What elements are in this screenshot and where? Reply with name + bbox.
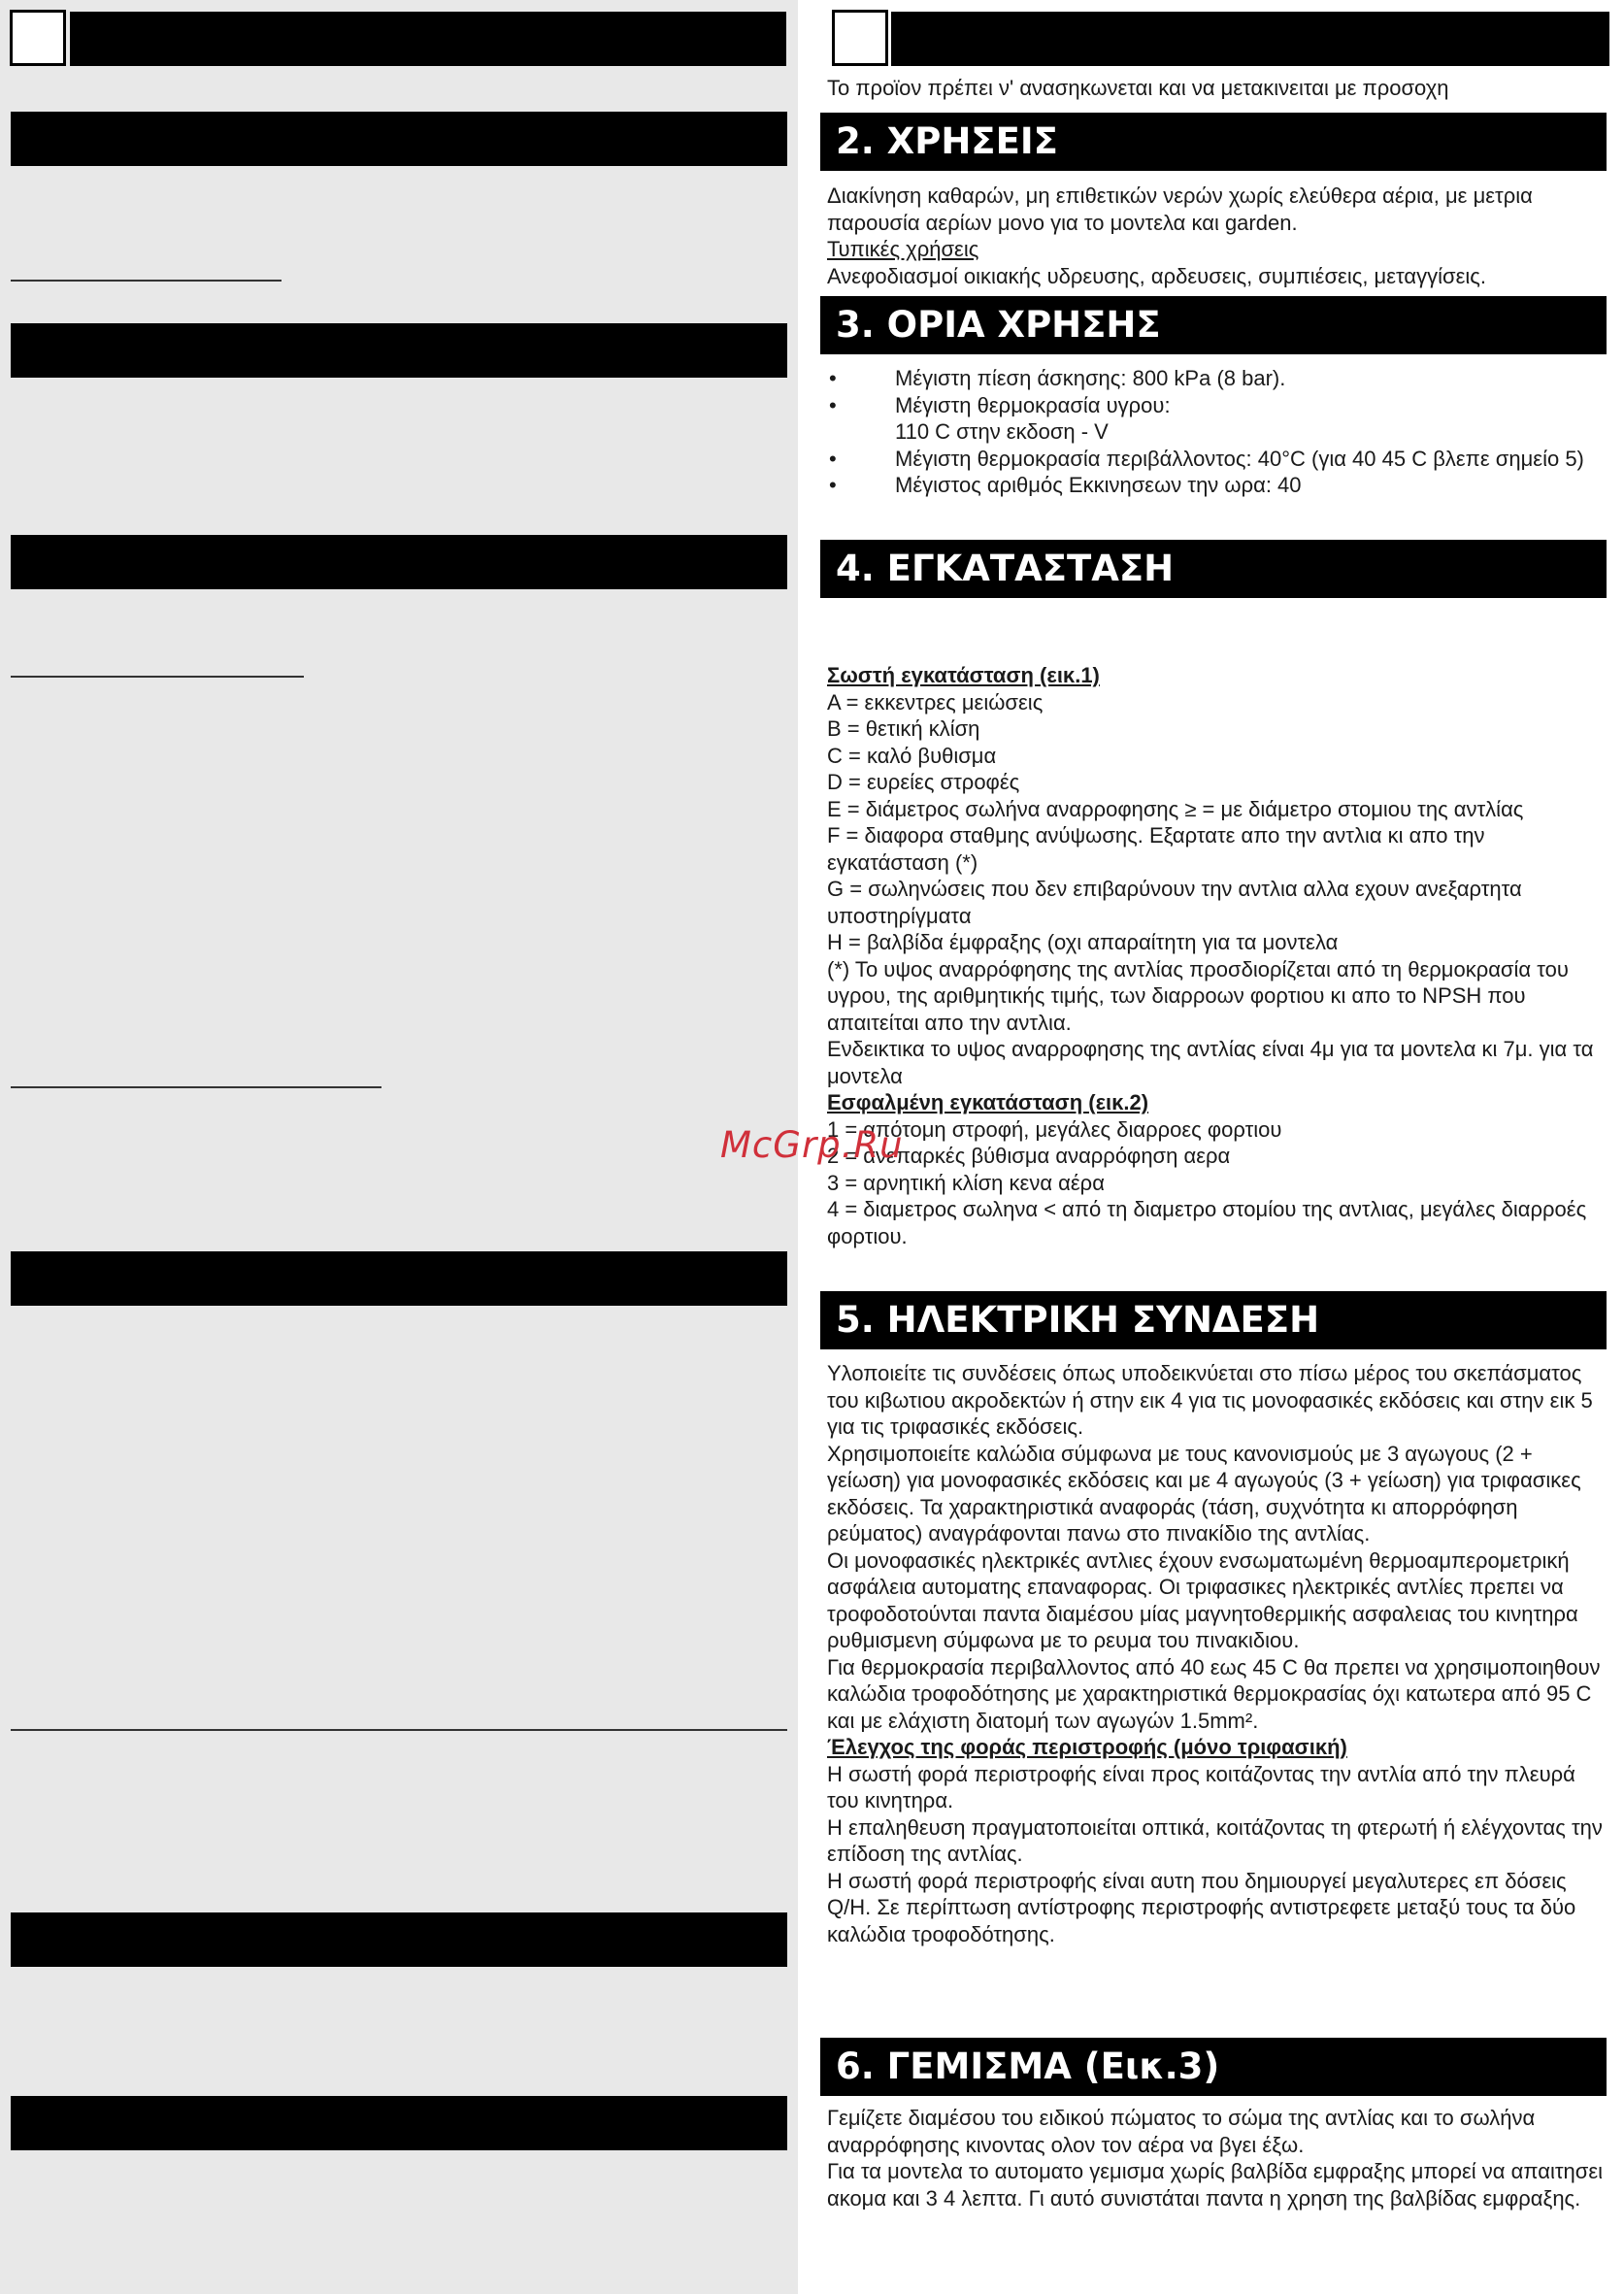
right-header-bar <box>891 12 1609 66</box>
install-note: Ενδεικτικα το υψος αναρροφησης της αντλίας είναι 4μ για τα μοντελα κι 7μ. για τα μοντελα <box>827 1037 1594 1088</box>
left-header-bar <box>70 12 786 66</box>
limit-item: • Μέγιστη πίεση άσκησης: 800 kPa (8 bar). <box>827 365 1604 392</box>
intro-text: Το προϊον πρέπει ν' ανασηκωνεται και να μετακινειται με προσοχη <box>827 76 1449 100</box>
left-rule-2 <box>11 676 304 678</box>
left-rule-3 <box>11 1086 381 1088</box>
electrical-paragraph: Οι μονοφασικές ηλεκτρικές αντλιες έχουν ενσωματωμένη θερμοαμπερομετρική ασφάλεια αυτοματης επαναφορας. Οι τριφασικες ηλεκτρικές αντλίες πρεπει να τροφοδοτούνται παντα διαμέσου μίας μαγνητοθερμικής ασφαλειας του κινητηρα ρυθμισμενη σύμφωνα με το ρευμα του πινακιδιου. <box>827 1547 1578 1652</box>
section-3-body <box>827 365 1604 499</box>
left-section-bar-5 <box>11 1912 787 1967</box>
wrong-install-line: 3 = αρνητική κλίση κενα αέρα <box>827 1170 1105 1195</box>
rotation-paragraph: Η επαληθευση πραγματοποιείται οπτικά, κοιτάζοντας τη φτερωτή ή ελέγχοντας την επίδοση της αντλίας. <box>827 1814 1603 1866</box>
left-rule-4 <box>11 1729 787 1731</box>
correct-installation-subheading: Σωστή εγκατάσταση (εικ.1) <box>827 663 1100 687</box>
install-line: A = εκκεντρες μειώσεις <box>827 689 1044 715</box>
wrong-install-line: 1 = απότομη στροφή, μεγάλες διαρροες φορτιου <box>827 1116 1282 1142</box>
electrical-paragraph: Χρησιμοποιείτε καλώδια σύμφωνα με τους κανονισμούς με 3 αγωγους (2 + γείωση) για μονοφασικές εκδόσεις και με 4 αγωγούς (3 + γείωση) για τριφασικες εκδόσεις. Τα χαρακτηριστικά αναφοράς (τάση, συχνότητα κι απορρόφηση ρεύματος) αναγράφονται πανω στο πινακίδιο της αντλίας. <box>827 1441 1581 1546</box>
section-2-paragraph: Διακίνηση καθαρών, μη επιθετικών νερών χωρίς ελεύθερα αέρια, με μετρια παρουσία αερίων μονο για το μοντελα και garden. <box>827 183 1533 235</box>
section-6-body <box>827 2105 1604 2211</box>
section-4-body <box>827 662 1604 1249</box>
electrical-paragraph: Για θερμοκρασία περιβαλλοντος από 40 εως 45 C θα πρεπει να χρησιμοποιηθουν καλώδια τροφοδότησης με χαρακτηριστικά θερμοκρασίας όχι κατωτερα από 95 C και με ελάχιστη διατομή των αγωγών 1.5mm². <box>827 1654 1601 1733</box>
wrong-installation-subheading: Εσφαλμένη εγκατάσταση (εικ.2) <box>827 1090 1149 1114</box>
install-line: H = βαλβίδα έμφραξης (οχι απαραίτητη για τα μοντελα <box>827 930 1339 954</box>
rotation-check-subheading: Έλεγχος της φοράς περιστροφής (μόνο τριφασική) <box>827 1735 1347 1759</box>
limit-item: • Μέγιστος αριθμός Εκκινησεων την ωρα: 40 <box>827 472 1604 499</box>
section-2-paragraph-2: Ανεφοδιασμοί οικιακής υδρευσης, αρδευσεις, συμπιέσεις, μεταγγίσεις. <box>827 263 1487 288</box>
section-6-heading: 6. ΓΕΜΙΣΜΑ (Εικ.3) <box>820 2038 1607 2096</box>
install-line: G = σωληνώσεις που δεν επιβαρύνουν την αντλια αλλα εχουν ανεξαρτητα υποστηρίγματα <box>827 877 1522 928</box>
install-line: F = διαφορα σταθμης ανύψωσης. Εξαρτατε απο την αντλια κι απο την εγκατάσταση (*) <box>827 823 1485 875</box>
section-2-heading: 2. ΧΡΗΣΕΙΣ <box>820 113 1607 171</box>
install-line: D = ευρείες στροφές <box>827 770 1020 794</box>
limit-item: • Μέγιστη θερμοκρασία περιβάλλοντος: 40°C (για 40 45 C βλεπε σημείο 5) <box>827 446 1604 473</box>
left-section-bar-6 <box>11 2096 787 2150</box>
left-section-bar-2 <box>11 323 787 378</box>
section-2-subheading: Τυπικές χρήσεις <box>827 237 979 261</box>
filling-paragraph: Γεμίζετε διαμέσου του ειδικού πώματος το σώμα της αντλίας και το σωλήνα αναρρόφησης κινοντας ολον τον αέρα να βγει έξω. <box>827 2106 1536 2157</box>
section-2-body <box>827 183 1604 289</box>
left-section-bar-4 <box>11 1251 787 1306</box>
left-page-number-box <box>10 10 66 66</box>
section-5-heading: 5. ΗΛΕΚΤΡΙΚΗ ΣΥΝΔΕΣΗ <box>820 1291 1607 1349</box>
install-note: (*) Το υψος αναρρόφησης της αντλίας προσδιορίζεται από τη θερμοκρασία του υγρου, της αριθμητικής τιμής, των διαρροων φορτιου κι απο το NPSH που απαιτείται απο την αντλια. <box>827 956 1569 1035</box>
watermark-text: McGrp.Ru <box>720 1124 904 1166</box>
wrong-install-line: 4 = διαμετρος σωληνα < από τη διαμετρο στομίου της αντλιας, μεγάλες διαρροές φορτιου. <box>827 1197 1587 1248</box>
wrong-install-line: 2 = ανεπαρκές βύθισμα αναρρόφηση αερα <box>827 1144 1231 1168</box>
left-section-bar-3 <box>11 535 787 589</box>
install-line: E = διάμετρος σωλήνα αναρροφησης ≥ = με διάμετρο στομιου της αντλίας <box>827 796 1524 821</box>
electrical-paragraph: Υλοποιείτε τις συνδέσεις όπως υποδεικνύεται στο πίσω μέρος του σκεπάσματος του κιβωτιου ακροδεκτών ή στην εικ 4 για τις μονοφασικές εκδόσεις και στην εικ 5 για τις τριφασικές εκδόσεις. <box>827 1361 1593 1439</box>
section-4-heading: 4. ΕΓΚΑΤΑΣΤΑΣΗ <box>820 540 1607 598</box>
rotation-paragraph: Η σωστή φορά περιστροφής είναι προς κοιτάζοντας την αντλία από την πλευρά του κινητηρα. <box>827 1761 1575 1812</box>
rotation-paragraph: Η σωστή φορά περιστροφής είναι αυτη που δημιουργεί μεγαλυτερες επ δόσεις Q/H. Σε περίπτωση αντίστροφης περιστροφής αντιστρεφετε μεταξύ τους τα δύο καλώδια τροφοδότησης. <box>827 1868 1576 1946</box>
section-5-body <box>827 1360 1604 1947</box>
left-section-bar-1 <box>11 112 787 166</box>
install-line: C = καλό βυθισμα <box>827 743 997 768</box>
limit-item: • Μέγιστη θερμοκρασία υγρου: 110 C στην εκδοση - V <box>827 392 1604 446</box>
left-rule-1 <box>11 280 282 282</box>
right-page-number-box <box>832 10 888 66</box>
section-3-heading: 3. ΟΡΙΑ ΧΡΗΣΗΣ <box>820 296 1607 354</box>
filling-paragraph: Για τα μοντελα το αυτοματο γεμισμα χωρίς βαλβίδα εμφραξης μπορεί να απαιτησει ακομα και 3 4 λεπτα. Γι αυτό συνιστάται παντα η χρηση της βαλβίδας εμφραξης. <box>827 2159 1604 2211</box>
install-line: B = θετική κλίση <box>827 716 980 741</box>
